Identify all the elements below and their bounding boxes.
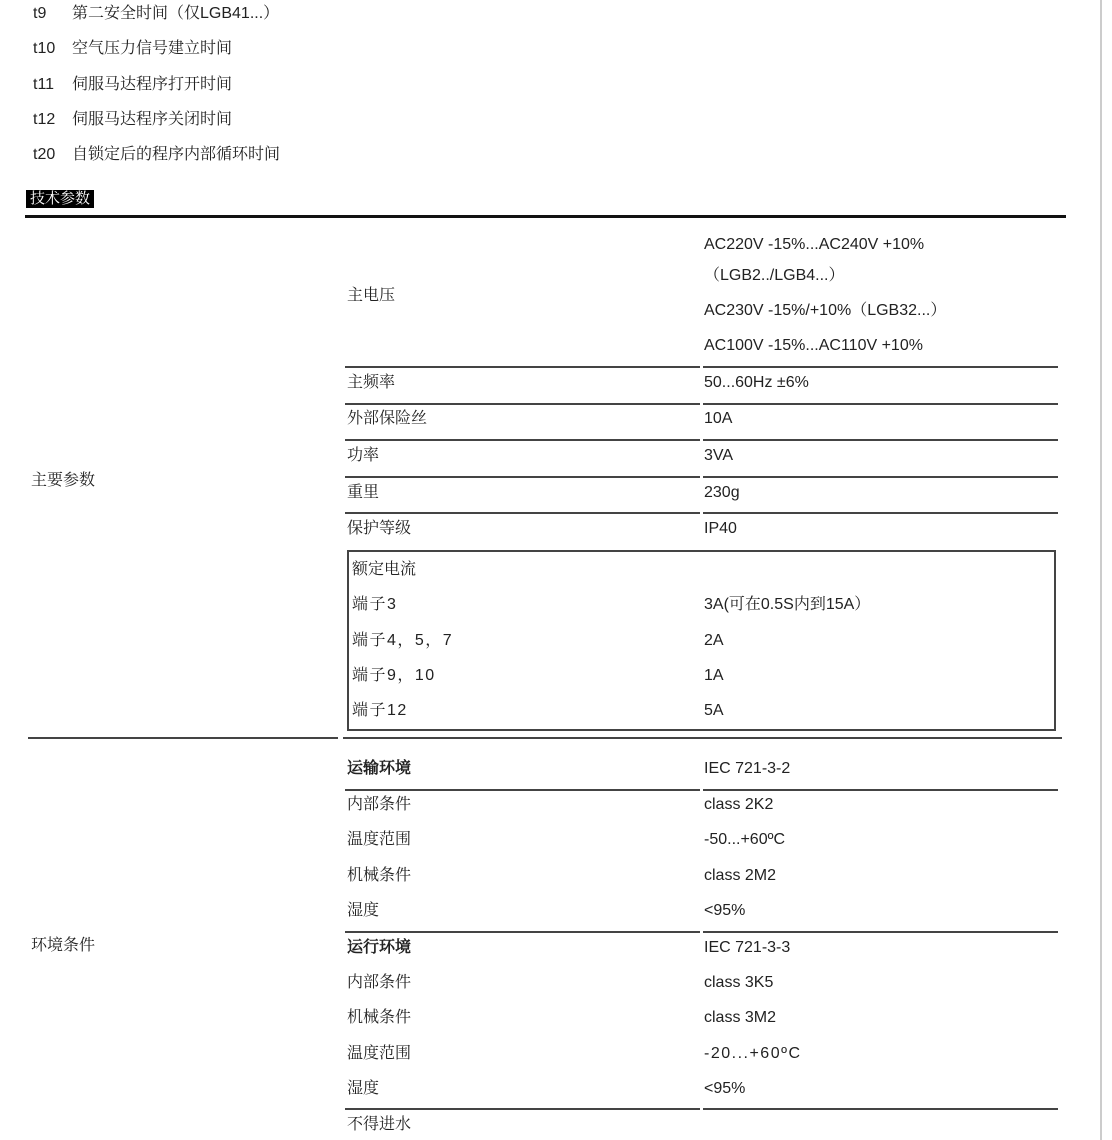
rated-current-box (347, 550, 1056, 731)
timing-description: 伺服马达程序打开时间 (72, 76, 233, 93)
row-divider (345, 1108, 700, 1110)
param-name: 重里 (347, 484, 380, 501)
param-value-voltage: AC100V -15%...AC110V +10% (704, 337, 923, 354)
param-name: 外部保险丝 (347, 410, 428, 427)
env-param-name: 湿度 (347, 902, 380, 919)
row-divider (345, 403, 700, 405)
row-divider (703, 403, 1058, 405)
env-param-value: -50...+60ºC (704, 831, 785, 848)
environment-label: 环境条件 (31, 937, 96, 954)
page-right-border (1100, 0, 1102, 1140)
param-name: 主频率 (347, 374, 396, 391)
row-divider (703, 789, 1058, 791)
terminal-name: 端子4，5，7 (352, 632, 454, 649)
row-divider (345, 512, 700, 514)
row-divider (345, 476, 700, 478)
terminal-current: 5A (704, 702, 724, 719)
timing-code: t9 (33, 5, 47, 22)
param-value: 10A (704, 410, 733, 427)
env-param-name: 湿度 (347, 1080, 380, 1097)
param-value-voltage: （LGB2../LGB4...） (704, 267, 845, 284)
env-param-value: -20...+60ºC (704, 1045, 802, 1062)
terminal-current: 2A (704, 632, 724, 649)
terminal-name: 端子9，10 (352, 667, 436, 684)
timing-description: 第二安全时间（仅LGB41...） (72, 5, 280, 22)
terminal-name: 端子12 (352, 702, 408, 719)
param-name-voltage: 主电压 (347, 287, 396, 304)
env-param-value: class 3M2 (704, 1009, 777, 1026)
row-divider (345, 439, 700, 441)
row-divider (703, 931, 1058, 933)
timing-code: t10 (33, 40, 56, 57)
rated-current-title: 额定电流 (352, 561, 417, 578)
env-param-name: 内部条件 (347, 974, 412, 991)
param-name: 功率 (347, 447, 380, 464)
env-param-name: 内部条件 (347, 796, 412, 813)
timing-description: 自锁定后的程序内部循环时间 (72, 146, 281, 163)
param-name: 保护等级 (347, 520, 412, 537)
param-value-voltage: AC220V -15%...AC240V +10% (704, 236, 925, 253)
operation-env-title: 运行环境 (347, 939, 412, 956)
env-param-value: class 2K2 (704, 796, 774, 813)
env-param-value: <95% (704, 902, 746, 919)
transport-env-title: 运输环境 (347, 760, 412, 777)
terminal-current: 1A (704, 667, 724, 684)
transport-env-standard: IEC 721-3-2 (704, 760, 791, 777)
timing-description: 伺服马达程序关闭时间 (72, 111, 233, 128)
param-value: IP40 (704, 520, 737, 537)
row-divider (345, 931, 700, 933)
env-param-value: <95% (704, 1080, 746, 1097)
timing-code: t12 (33, 111, 56, 128)
terminal-current: 3A(可在0.5S内到15A） (704, 596, 871, 613)
section-divider (343, 737, 1062, 739)
row-divider (703, 1108, 1058, 1110)
env-param-name: 机械条件 (347, 1009, 412, 1026)
terminal-name: 端子3 (352, 596, 398, 613)
param-value: 50...60Hz ±6% (704, 374, 809, 391)
row-divider (703, 476, 1058, 478)
param-value-voltage: AC230V -15%/+10%（LGB32...） (704, 302, 947, 319)
timing-description: 空气压力信号建立时间 (72, 40, 233, 57)
param-value: 230g (704, 484, 740, 501)
timing-code: t11 (33, 76, 55, 93)
heading-rule (25, 215, 1066, 218)
row-divider (703, 439, 1058, 441)
env-param-name: 温度范围 (347, 831, 412, 848)
operation-env-standard: IEC 721-3-3 (704, 939, 791, 956)
env-param-name: 机械条件 (347, 867, 412, 884)
section-divider (28, 737, 338, 739)
env-param-value: class 3K5 (704, 974, 774, 991)
env-param-name: 温度范围 (347, 1045, 412, 1062)
row-divider (703, 366, 1058, 368)
row-divider (703, 512, 1058, 514)
water-note: 不得进水 (347, 1116, 412, 1133)
section-heading: 技术参数 (26, 190, 94, 208)
param-value: 3VA (704, 447, 734, 464)
row-divider (345, 789, 700, 791)
main-params-label: 主要参数 (31, 472, 96, 489)
row-divider (345, 366, 700, 368)
env-param-value: class 2M2 (704, 867, 777, 884)
timing-code: t20 (33, 146, 56, 163)
